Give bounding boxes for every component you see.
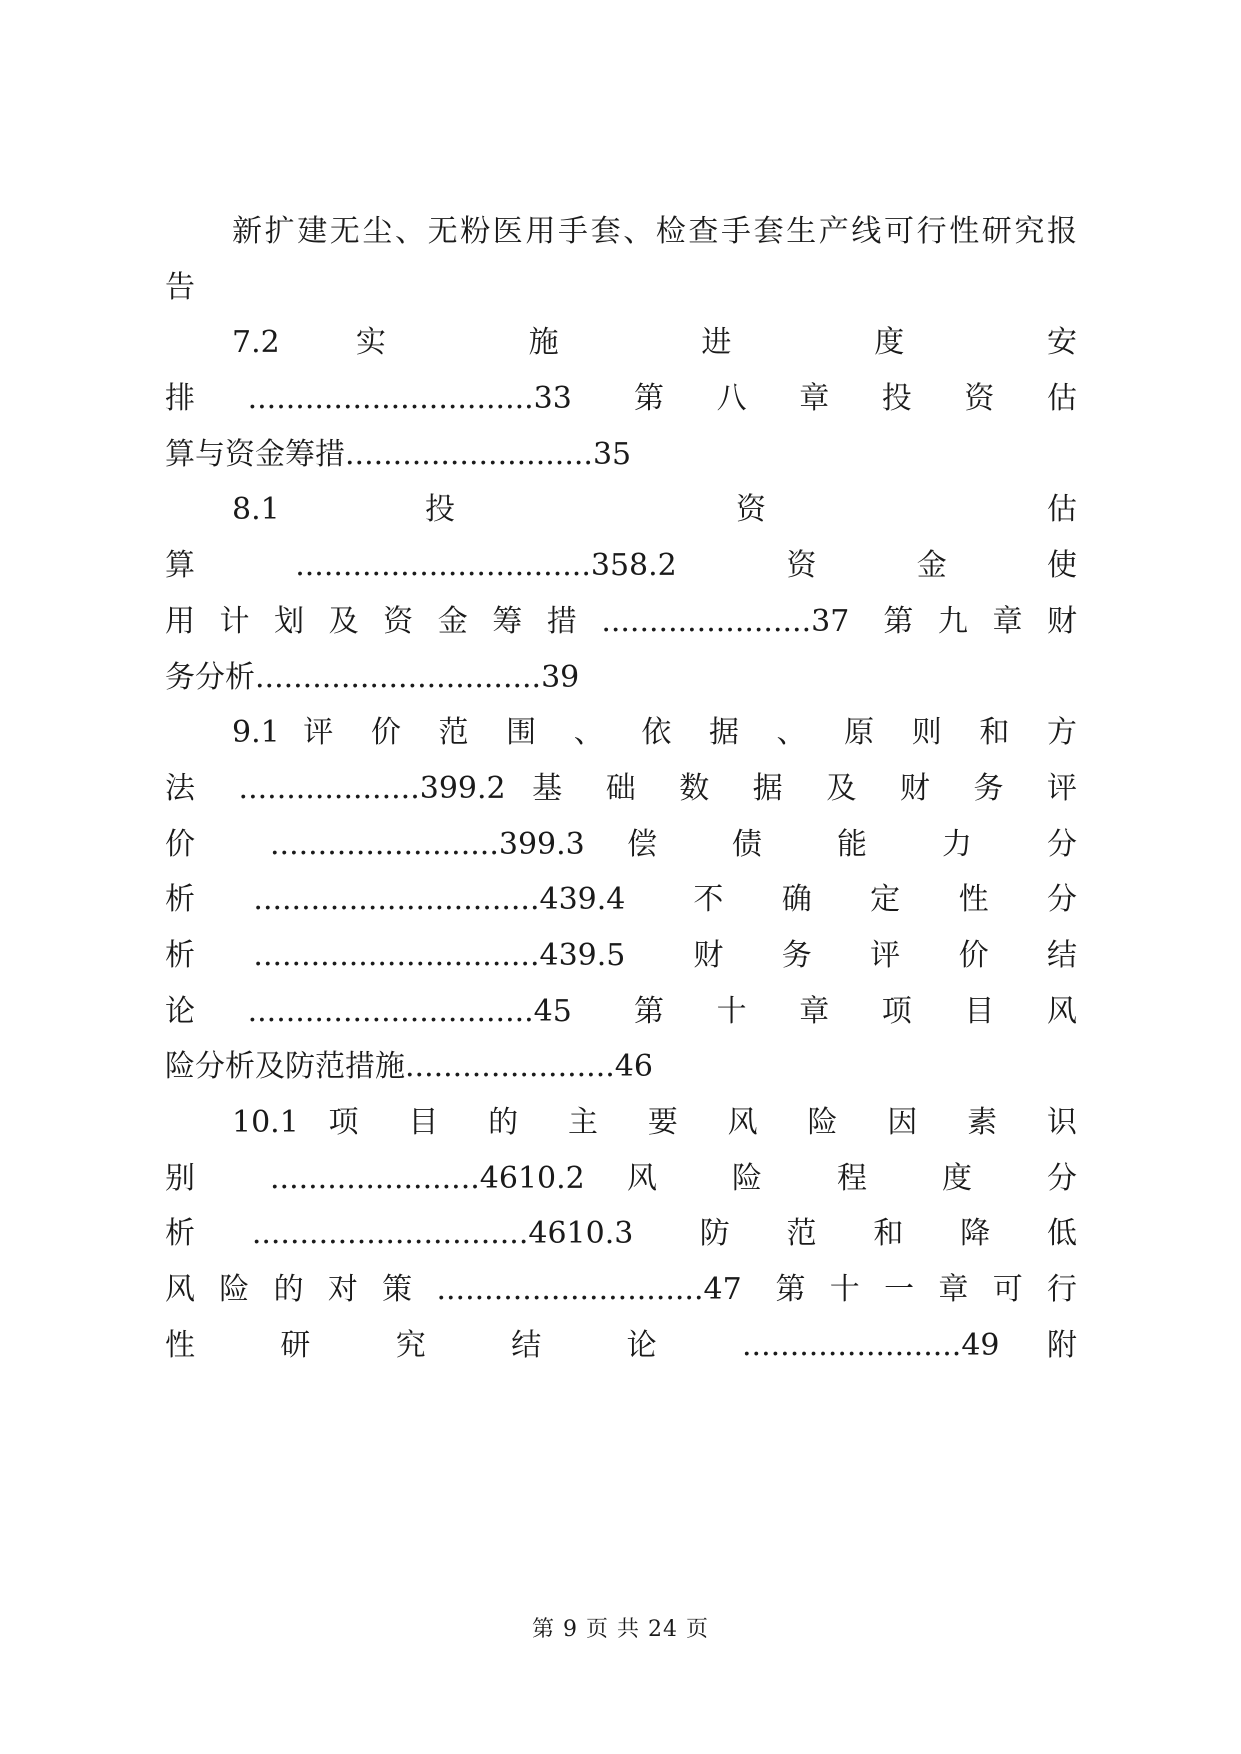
toc-entry: 8.1 投 资 估 (232, 492, 1077, 527)
toc-entry: 别 ......................4610.2 风 险 程 度 分 (165, 1161, 1077, 1196)
page-number-footer: 第 9 页 共 24 页 (532, 1617, 709, 1642)
text-line: 新扩建无尘、无粉医用手套、检查手套生产线可行性研究报 (232, 214, 1077, 249)
toc-entry: 算...............................358.2 资金使 (165, 548, 1077, 583)
toc-entry: 析..............................439.5 财务评价结 (165, 938, 1077, 973)
toc-entry: 析.............................4610.3 防范和降低 (165, 1216, 1077, 1251)
toc-entry: 风险的对策............................47 第十一章可行 (165, 1272, 1077, 1307)
toc-entry: 务分析..............................39 (165, 660, 580, 695)
toc-entry: 价 ........................399.3 偿 债 能 力 分 (165, 827, 1077, 862)
toc-entry: 性 研 究 结 论 .......................49 附 (165, 1328, 1077, 1363)
text-line: 告 (165, 270, 195, 305)
toc-entry: 险分析及防范措施......................46 (165, 1049, 653, 1084)
toc-entry: 10.1 项 目 的 主 要 风 险 因 素 识 (232, 1105, 1077, 1140)
toc-entry: 9.1 评 价 范 围 、 依 据 、 原 则 和 方 (232, 715, 1077, 750)
toc-entry: 排..............................33 第八章投资估 (165, 381, 1077, 416)
toc-entry: 算与资金筹措..........................35 (165, 437, 632, 472)
toc-entry: 用计划及资金筹措......................37 第九章财 (165, 604, 1077, 639)
toc-entry: 7.2 实 施 进 度 安 (232, 325, 1077, 360)
toc-entry: 论..............................45 第十章项目风 (165, 994, 1077, 1029)
toc-entry: 法 ...................399.2 基 础 数 据 及 财 务 评 (165, 771, 1077, 806)
toc-entry: 析..............................439.4 不确定性分 (165, 882, 1077, 917)
